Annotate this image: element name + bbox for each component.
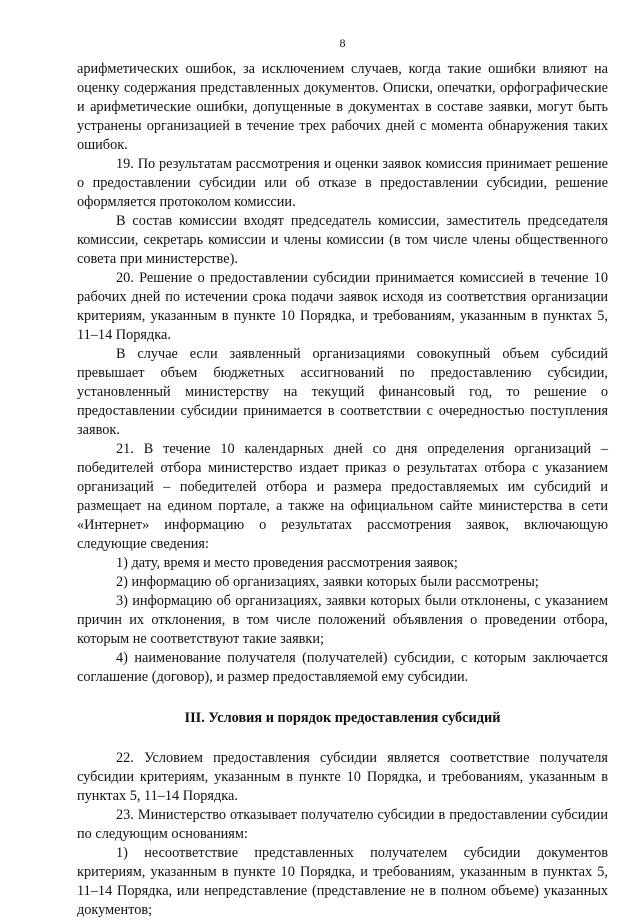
paragraph-22: 22. Условием предоставления субсидии является соответствие получателя субсидии критериям, указанным в пункте 10 Порядка, и требованиям, указанным в пунктах 5, 11–14 Порядка. — [77, 750, 608, 804]
paragraph-21: 21. В течение 10 календарных дней со дня определения организаций – победителей отбора министерство издает приказ о результатах отбора с указанием организаций – победителей отбора и размера предоставляемых им субсидий и размещает на едином портале, а также на официальном сайте министерства в сети «Интернет» информацию о результатах рассмотрения заявок, включающую следующие сведения: — [77, 441, 608, 552]
paragraph-continuation: арифметических ошибок, за исключением случаев, когда такие ошибки влияют на оценку содержания представленных документов. Описки, опечатки, орфографические и арифметические ошибки, допущенные в документах в составе заявки, могут быть устранены организацией в течение трех рабочих дней с момента обнаружения таких ошибок. — [77, 61, 608, 153]
list-item-1: 1) дату, время и место проведения рассмотрения заявок; — [116, 555, 458, 571]
list-item-3: 3) информацию об организациях, заявки которых были отклонены, с указанием причин их отклонения, в том числе положений объявления о проведении отбора, которым не соответствуют такие заявки; — [77, 593, 608, 647]
paragraph-volume-exceeds: В случае если заявленный организациями совокупный объем субсидий превышает объем бюджетных ассигнований по предоставлению субсидии, установленный министерству на текущий финансовый год, то решение о предоставлении субсидии принимается в соответствии с очередностью поступления заявок. — [77, 346, 608, 438]
refusal-ground-1: 1) несоответствие представленных получателем субсидии документов критериям, указанным в пункте 10 Порядка, и требованиям, указанным в пунктах 5, 11–14 Порядка, или непредставление (представление не в полном объеме) указанных документов; — [77, 845, 608, 918]
list-item-4: 4) наименование получателя (получателей) субсидии, с которым заключается соглашение (договор), и размер предоставляемой ему субсидии. — [77, 650, 608, 685]
paragraph-commission-composition: В состав комиссии входят председатель комиссии, заместитель председателя комиссии, секретарь комиссии и члены комиссии (в том числе члены общественного совета при министерстве). — [77, 213, 608, 267]
section-heading: III. Условия и порядок предоставления субсидий — [184, 710, 501, 726]
paragraph-20: 20. Решение о предоставлении субсидии принимается комиссией в течение 10 рабочих дней по истечении срока подачи заявок исходя из соответствия организации критериям, указанным в пункте 10 Порядка, и требованиям, указанным в пунктах 5, 11–14 Порядка. — [77, 270, 608, 343]
document-page — [77, 0, 608, 920]
list-item-2: 2) информацию об организациях, заявки которых были рассмотрены; — [116, 574, 539, 590]
paragraph-23: 23. Министерство отказывает получателю субсидии в предоставлении субсидии по следующим основаниям: — [77, 807, 608, 842]
page-number: 8 — [339, 36, 346, 50]
paragraph-19: 19. По результатам рассмотрения и оценки заявок комиссия принимает решение о предоставлении субсидии или об отказе в предоставлении субсидии, решение оформляется протоколом комиссии. — [77, 156, 608, 210]
